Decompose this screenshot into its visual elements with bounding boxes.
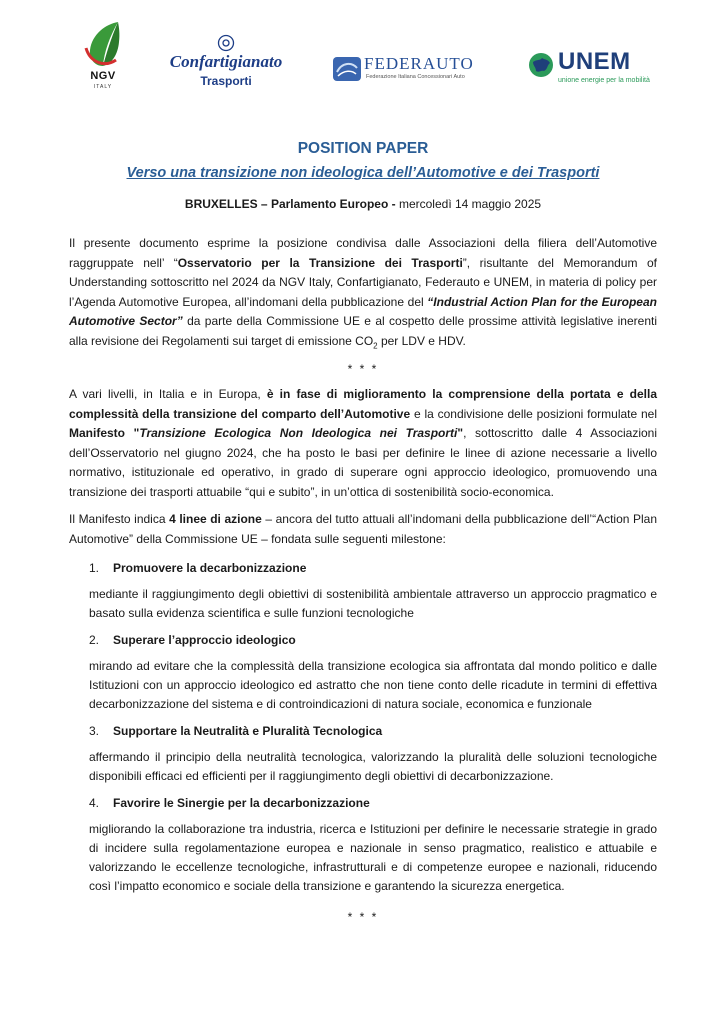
federauto-emblem-icon [332, 56, 362, 82]
document-subtitle: Verso una transizione non ideologica dell’Automotive e dei Trasporti [126, 165, 600, 181]
unem-logo [528, 50, 660, 92]
intro-text-4: per LDV e HDV. [377, 333, 466, 348]
ngv-logo [78, 18, 128, 96]
manifesto-bold-1: 4 linee di azione [169, 512, 262, 527]
federauto-logo [332, 54, 480, 84]
list-item [69, 794, 657, 896]
action-line-description: mediante il raggiungimento degli obiettivi di sostenibilità ambientale attraverso un approccio pragmatico e basato sulla evidenza scientifica e sulle funzioni tecnologiche [89, 587, 657, 621]
levels-bold-1: è in fase di miglioramento la comprensione della portata e della complessità della transizione del comparto dell’Automotive [69, 387, 657, 421]
dateline [69, 196, 657, 212]
levels-bold-2: Manifesto " [69, 426, 140, 441]
levels-bold-3: " [457, 426, 464, 441]
separator-stars-bottom: * * * [347, 910, 379, 925]
intro-text-2: ”, risultante del Memorandum of Understanding sottoscritto nel 2024 da NGV Italy, Confartigianato, Federauto e UNEM, in materia di policy per l’Agenda Automotive Europea, all’indomani della pubblicazione del [69, 255, 658, 309]
action-line-heading [69, 559, 657, 577]
federauto-name: FEDERAUTO [364, 54, 474, 73]
action-line-number: 1. [89, 561, 100, 576]
list-item [69, 559, 657, 623]
intro-bold-1: Osservatorio per la Transizione dei Trasporti [177, 255, 463, 270]
action-line-heading [69, 722, 657, 740]
intro-paragraph [69, 234, 657, 355]
dateline-date: mercoledì 14 maggio 2025 [395, 197, 542, 211]
federauto-sub: Federazione Italiana Concessionari Auto [366, 74, 465, 80]
action-line-number: 4. [89, 796, 100, 811]
manifesto-text-2: – ancora del tutto attuali all’indomani della pubblicazione dell’“Action Plan Automotive” della Commissione UE – fondata sulle seguenti milestone: [69, 512, 657, 546]
ngv-name: NGV [90, 70, 116, 82]
manifesto-text-1: Il Manifesto indica [69, 512, 170, 527]
levels-text-1: A vari livelli, in Italia e in Europa, [69, 387, 267, 402]
confartigianato-name: Confartigianato [169, 52, 283, 71]
ngv-leaf-icon [78, 18, 128, 70]
action-line-heading [69, 631, 657, 649]
at-sign-icon [217, 34, 235, 52]
action-line-title: Superare l’approccio ideologico [113, 633, 296, 648]
list-item [69, 722, 657, 786]
document-body [69, 140, 657, 924]
separator-stars: * * * [347, 362, 379, 377]
unem-globe-icon [528, 52, 554, 78]
list-item [69, 631, 657, 714]
intro-text-3: da parte della Commissione UE e al cospetto delle prossime attività legislative inerenti alla revisione dei Regolamenti sui target di emissione CO [69, 314, 657, 348]
confartigianato-logo [162, 34, 290, 94]
action-line-title: Favorire le Sinergie per la decarbonizzazione [113, 796, 370, 811]
unem-name: UNEM [558, 48, 631, 75]
dateline-place: BRUXELLES – Parlamento Europeo - [184, 197, 396, 211]
action-line-title: Supportare la Neutralità e Pluralità Tecnologica [113, 724, 383, 739]
action-line-title: Promuovere la decarbonizzazione [113, 561, 307, 576]
action-lines-list [69, 559, 657, 896]
ngv-sub: ITALY [93, 84, 113, 90]
levels-text-3: , sottoscritto dalle 4 Associazioni dell’Osservatorio nel giugno 2024, che ha posto le basi per definire le linee di azione necessarie a livello normativo, istituzionale ed operativo, in grado di superare ogni approccio ideologico, promuovendo una transizione dei trasporti attuabile “qui e subito”, in un’ottica di sostenibilità socio-economica. [69, 426, 657, 499]
logo-bar [0, 0, 724, 110]
action-line-number: 2. [89, 633, 100, 648]
manifesto-paragraph [69, 510, 657, 549]
levels-text-2: e la condivisione delle posizioni formulate nel [410, 406, 657, 421]
levels-bold-italic-1: Transizione Ecologica Non Ideologica nei Trasporti [139, 426, 458, 441]
levels-paragraph [69, 385, 657, 502]
action-line-heading [69, 794, 657, 812]
action-line-description: affermando il principio della neutralità tecnologica, valorizzando la pluralità delle soluzioni tecnologiche disponibili efficaci ed efficienti per il raggiungimento degli obiettivi di decarbonizzazione. [89, 750, 657, 784]
intro-bold-italic-1: “Industrial Action Plan for the European Automotive Sector” [69, 294, 657, 328]
confartigianato-sub: Trasporti [200, 74, 252, 88]
intro-text-1: Il presente documento esprime la posizione condivisa dalle Associazioni della filiera dell’Automotive raggruppate nell’ “ [69, 236, 657, 270]
action-line-description: mirando ad evitare che la complessità della transizione ecologica sia affrontata dal mondo politico e dalle Istituzioni con un approccio ideologico ed astratto che non tiene conto delle ricadute in termini di effettiva decarbonizzazione del sistema e di controindicazioni di natura sociale, economica e funzionale [89, 659, 657, 712]
action-line-description: migliorando la collaborazione tra industria, ricerca e Istituzioni per definire le necessarie strategie in grado di incidere sulla regolamentazione europea e nazionale in senso pragmatico, realistico e attuabile e valorizzando le eccellenze tecnologiche, infrastrutturali e di competenze europee e nazionali, riducendo così l’impatto economico e sociale della transizione e garantendo la sicurezza energetica. [89, 822, 657, 894]
intro-subscript: 2 [373, 340, 378, 350]
document-title: POSITION PAPER [297, 140, 429, 157]
unem-sub: unione energie per la mobilità [558, 77, 650, 84]
action-line-number: 3. [89, 724, 100, 739]
